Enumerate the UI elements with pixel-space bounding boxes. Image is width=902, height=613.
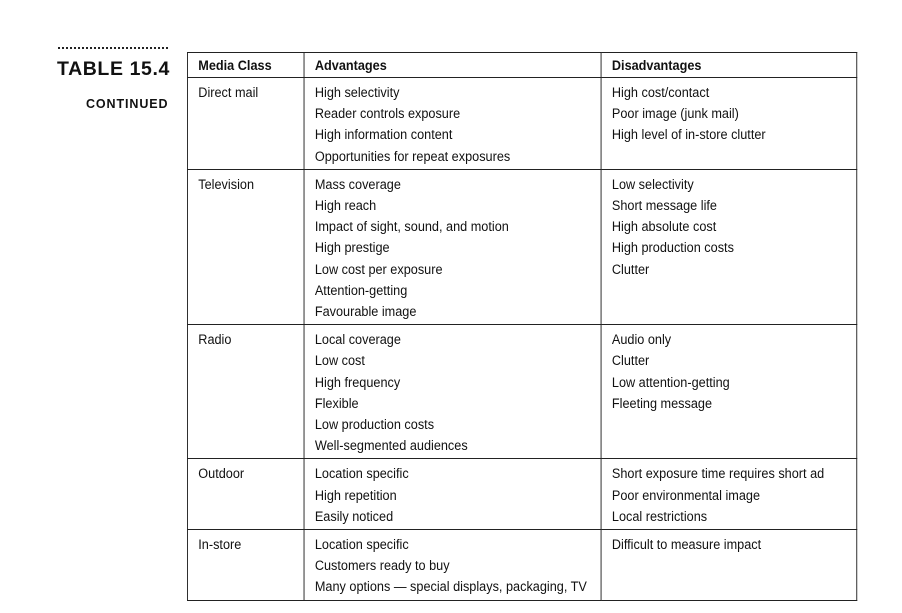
advantage-item: High repetition [314, 487, 397, 503]
disadvantage-item: Poor environmental image [611, 487, 761, 503]
disadvantage-item: Short message life [611, 198, 717, 214]
header-row [187, 53, 856, 78]
disadvantages-cell [601, 530, 857, 601]
advantage-item: High frequency [314, 374, 401, 390]
table-number-label: TABLE 15.4 [57, 58, 170, 80]
advantage-item: Flexible [314, 395, 359, 411]
disadvantages-cell [601, 169, 857, 324]
advantage-item: Impact of sight, sound, and motion [314, 219, 509, 235]
advantage-item: Many options — special displays, packaging, TV [314, 579, 587, 595]
disadvantage-item: Difficult to measure impact [611, 537, 762, 553]
table-row [187, 530, 856, 601]
advantage-item: Customers ready to buy [314, 558, 450, 574]
disadvantages-cell [601, 325, 857, 459]
disadvantage-item: Clutter [611, 353, 650, 369]
table-row [187, 169, 856, 324]
media-comparison-table [187, 52, 857, 601]
disadvantage-item: Low selectivity [611, 176, 694, 192]
disadvantages-cell [601, 459, 857, 530]
table-row [187, 459, 856, 530]
header-advantages: Advantages [304, 53, 601, 78]
advantages-cell [304, 530, 601, 601]
dotted-rule [58, 47, 168, 49]
disadvantage-item: High production costs [611, 240, 734, 256]
advantages-cell [304, 325, 601, 459]
advantage-item: Mass coverage [314, 176, 401, 192]
disadvantage-item: Poor image (junk mail) [611, 106, 739, 122]
advantage-item: High information content [314, 127, 453, 143]
advantage-item: Attention-getting [314, 282, 408, 298]
advantage-item: Favourable image [314, 304, 417, 320]
table-row [187, 78, 856, 170]
disadvantages-cell [601, 78, 857, 170]
disadvantage-item: Audio only [611, 332, 672, 348]
disadvantage-item: Short exposure time requires short ad [611, 466, 825, 482]
header-disadvantages: Disadvantages [601, 53, 857, 78]
advantage-item: Easily noticed [314, 508, 394, 524]
advantage-item: Opportunities for repeat exposures [314, 148, 511, 164]
media-class-cell: Radio [187, 325, 304, 459]
media-class-cell: Outdoor [187, 459, 304, 530]
media-class-cell: Direct mail [187, 78, 304, 170]
disadvantage-item: Local restrictions [611, 508, 708, 524]
disadvantage-item: High absolute cost [611, 219, 717, 235]
advantage-item: Location specific [314, 466, 409, 482]
advantages-cell [304, 169, 601, 324]
media-class-cell: Television [187, 169, 304, 324]
disadvantage-item: High cost/contact [611, 85, 710, 100]
disadvantage-item: Low attention-getting [611, 374, 730, 390]
advantage-item: Low cost per exposure [314, 261, 443, 277]
advantage-item: Reader controls exposure [314, 106, 461, 122]
advantage-item: High prestige [314, 240, 390, 256]
advantage-item: Location specific [314, 537, 409, 553]
advantage-item: High selectivity [314, 85, 400, 100]
table-row [187, 325, 856, 459]
advantage-item: Low cost [314, 353, 365, 369]
advantage-item: High reach [314, 198, 377, 214]
advantage-item: Well-segmented audiences [314, 438, 468, 454]
disadvantage-item: High level of in-store clutter [611, 127, 766, 143]
advantages-cell [304, 78, 601, 170]
advantage-item: Local coverage [314, 332, 401, 348]
advantages-cell [304, 459, 601, 530]
header-media-class: Media Class [187, 53, 304, 78]
disadvantage-item: Fleeting message [611, 395, 713, 411]
disadvantage-item: Clutter [611, 261, 650, 277]
continued-label: CONTINUED [86, 97, 169, 111]
advantage-item: Low production costs [314, 417, 435, 433]
media-class-cell: In-store [187, 530, 304, 601]
